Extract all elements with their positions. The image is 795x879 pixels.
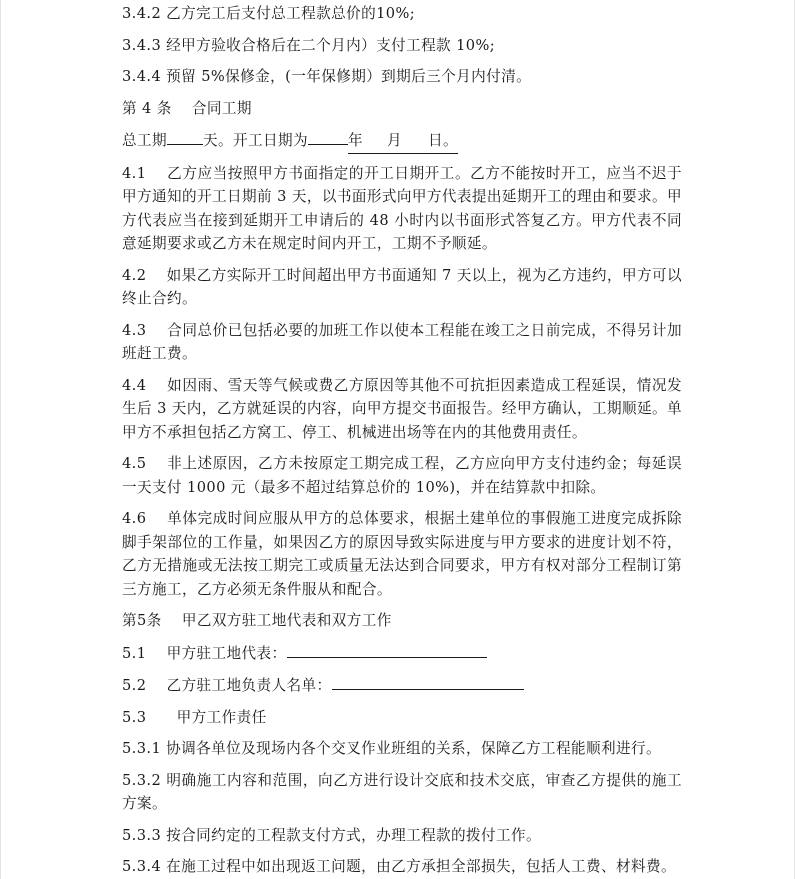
clause-5-2-line [122, 673, 682, 698]
clause-4-2: 4.2 如果乙方实际开工时间超出甲方书面通知 7 天以上，视为乙方违约，甲方可以终止合约。 [122, 266, 682, 307]
clause-4-5: 4.5 非上述原因，乙方未按原定工期完成工程，乙方应向甲方支付违约金；每延误一天支付 1000 元（最多不超过结算总价的 10%)，并在结算款中扣除。 [122, 455, 682, 496]
clause-5-3: 5.3 甲方工作责任 [122, 708, 267, 726]
period-days-suffix: 天。开工日期为 [202, 132, 308, 149]
clause-4-6: 4.6 单体完成时间应服从甲方的总体要求，根据土建单位的事假施工进度完成拆除脚手架部位的工作量，如果因乙方的原因导致实际进度与甲方要求的进度计划不符，乙方无措施或无法按工期完工或质量无法达到合同要求，甲方有权对部分工程制订第三方施工，乙方必须无条件服从和配合。 [122, 510, 682, 598]
document-body [122, 0, 682, 879]
site-representative-blank [287, 641, 487, 658]
year-blank [308, 128, 348, 145]
clause-5-3-4: 5.3.4 在施工过程中如出现返工问题，由乙方承担全部损失，包括人工费、材料费。 [122, 858, 676, 875]
clause-4-4: 4.4 如因雨、雪天等气候或费乙方原因等其他不可抗拒因素造成工程延误，情况发生后 3 天内，乙方就延误的内容，向甲方提交书面报告。经甲方确认，工期顺延。单甲方不承担包括乙方窝工、停工、机械进出场等在内的其他费用责任。 [122, 376, 682, 441]
day-label: 日。 [427, 132, 458, 149]
year-label: 年 [347, 132, 363, 149]
clause-3-4-4: 3.4.4 预留 5%保修金，(一年保修期）到期后三个月内付清。 [122, 68, 532, 85]
site-manager-blank [332, 673, 524, 690]
clause-5-3-1: 5.3.1 协调各单位及现场内各个交叉作业班组的关系，保障乙方工程能顺利进行。 [122, 740, 661, 757]
date-underlined [348, 129, 458, 154]
article-4-title: 第 4 条 合同工期 [122, 99, 252, 117]
period-prefix: 总工期 [122, 132, 167, 149]
clause-5-1-line [122, 641, 682, 666]
clause-4-1: 4.1 乙方应当按照甲方书面指定的开工日期开工。乙方不能按时开工，应当不迟于甲方通知的开工日期前 3 天，以书面形式向甲方代表提出延期开工的理由和要求。甲方代表应当在接到延期开工申请后的 48 小时内以书面形式答复乙方。甲方代表不同意延期要求或乙方未在规定时间内开工，工期不予顺延。 [122, 164, 682, 252]
month-label: 月 [386, 132, 402, 149]
article-5-title: 第5条 甲乙双方驻工地代表和双方工作 [122, 612, 392, 629]
construction-period-line [122, 128, 682, 154]
clause-3-4-2: 3.4.2 乙方完工后支付总工程款总价的10%; [122, 5, 416, 22]
clause-5-3-3: 5.3.3 按合同约定的工程款支付方式，办理工程款的拨付工作。 [122, 826, 542, 844]
clause-5-2: 5.2 乙方驻工地负责人名单： [122, 677, 332, 694]
clause-5-3-2: 5.3.2 明确施工内容和范围，向乙方进行设计交底和技术交底，审查乙方提供的施工方案。 [122, 771, 682, 812]
clause-4-3: 4.3 合同总价已包括必要的加班工作以使本工程能在竣工之日前完成，不得另计加班赶工费。 [122, 321, 682, 362]
clause-5-1: 5.1 甲方驻工地代表： [122, 644, 287, 662]
days-blank [167, 128, 203, 145]
clause-3-4-3: 3.4.3 经甲方验收合格后在二个月内）支付工程款 10%; [122, 36, 496, 54]
